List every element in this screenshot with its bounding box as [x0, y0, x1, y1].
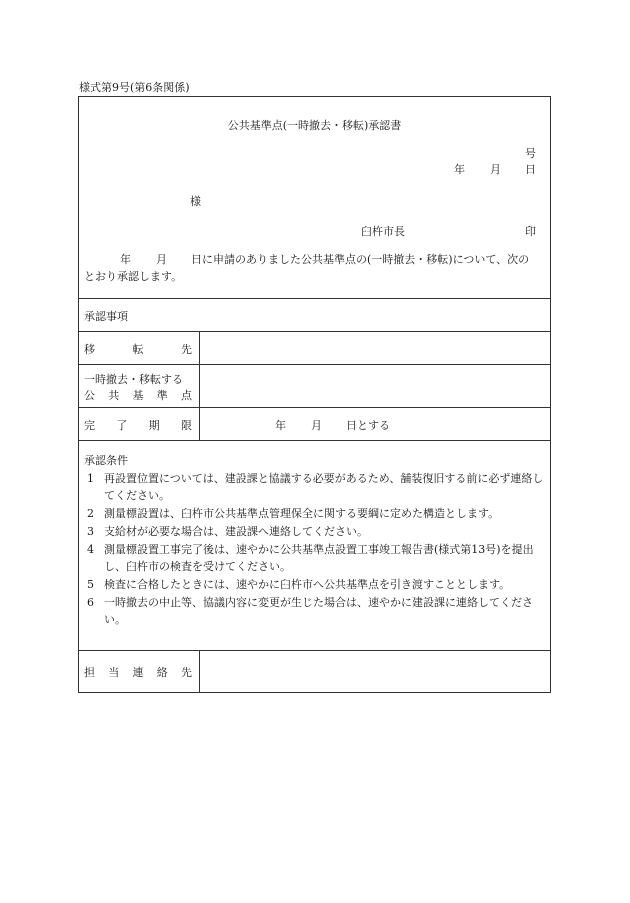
body-year-label: 年 — [120, 253, 131, 266]
label-char: 移 — [84, 343, 95, 356]
divider — [79, 440, 550, 441]
seal-mark: 印 — [525, 225, 536, 238]
label-char: 先 — [181, 666, 192, 679]
form-title: 公共基準点(一時撤去・移転)承認書 — [227, 119, 402, 132]
conditions-title: 承認条件 — [84, 454, 128, 467]
body-month-label: 月 — [156, 253, 167, 266]
body-text-line1: 日に申請のありました公共基準点の(一時撤去・移転)について、次の — [191, 253, 530, 266]
label-char: 基 — [132, 389, 144, 402]
label-char: 絡 — [156, 666, 168, 679]
issuer-name: 臼杵市長 — [361, 225, 405, 238]
label-char: 当 — [108, 666, 120, 679]
form-number-label: 様式第9号(第6条関係) — [79, 81, 190, 94]
label-char: 担 — [84, 666, 95, 679]
label-char: 限 — [180, 419, 192, 432]
contact-label — [84, 664, 192, 680]
column-divider — [199, 331, 200, 440]
label-char: 了 — [116, 419, 128, 432]
deadline-label — [84, 417, 192, 433]
label-char: 転 — [132, 343, 144, 356]
condition-item — [87, 505, 544, 522]
divider — [79, 331, 550, 332]
condition-item — [87, 470, 544, 504]
date-month-label: 月 — [490, 163, 501, 176]
condition-text: 支給材が必要な場合は、建設課へ連絡してください。 — [104, 525, 368, 538]
condition-number: 2 — [87, 507, 94, 520]
conditions-list — [87, 470, 544, 629]
approval-items-title: 承認事項 — [84, 310, 128, 323]
approval-form — [78, 96, 551, 693]
divider — [79, 407, 550, 408]
condition-number: 3 — [87, 525, 94, 538]
label-char: 点 — [181, 389, 192, 402]
label-char: 連 — [132, 666, 144, 679]
reference-point-label-line1: 一時撤去・移転する — [84, 373, 183, 386]
label-char: 共 — [108, 389, 120, 402]
deadline-day-suffix: 日とする — [346, 419, 390, 432]
label-char: 期 — [148, 419, 160, 432]
label-char: 準 — [156, 389, 168, 402]
condition-item — [87, 576, 544, 593]
deadline-month-label: 月 — [311, 419, 322, 432]
divider — [79, 298, 550, 299]
label-char: 完 — [84, 419, 95, 432]
destination-label — [84, 341, 192, 357]
label-char: 先 — [181, 343, 192, 356]
condition-number: 1 — [87, 472, 94, 485]
document-number-label: 号 — [525, 147, 536, 160]
label-char: 公 — [84, 389, 95, 402]
condition-text: 測量標設置工事完了後は、速やかに公共基準点設置工事竣工報告書(様式第13号)を提出し、臼杵市の検査を受けてください。 — [104, 543, 534, 573]
date-day-label: 日 — [525, 163, 536, 176]
condition-number: 4 — [87, 543, 94, 556]
condition-number: 5 — [87, 578, 94, 591]
divider — [79, 650, 550, 651]
condition-text: 測量標設置は、臼杵市公共基準点管理保全に関する要綱に定めた構造とします。 — [104, 507, 500, 520]
body-text-line2: とおり承認します。 — [84, 270, 183, 283]
condition-text: 再設置位置については、建設課と協議する必要があるため、舗装復旧する前に必ず連絡してください。 — [104, 472, 544, 502]
condition-item — [87, 541, 544, 575]
condition-number: 6 — [87, 596, 94, 609]
date-year-label: 年 — [454, 163, 465, 176]
addressee-suffix: 様 — [190, 195, 201, 208]
condition-text: 検査に合格したときには、速やかに臼杵市へ公共基準点を引き渡すこととします。 — [104, 578, 511, 591]
column-divider — [199, 650, 200, 692]
divider — [79, 364, 550, 365]
deadline-year-label: 年 — [275, 419, 286, 432]
condition-item — [87, 523, 544, 540]
condition-item — [87, 594, 544, 628]
condition-text: 一時撤去の中止等、協議内容に変更が生じた場合は、速やかに建設課に連絡してください。 — [104, 596, 533, 626]
reference-point-label-line2 — [84, 387, 192, 403]
